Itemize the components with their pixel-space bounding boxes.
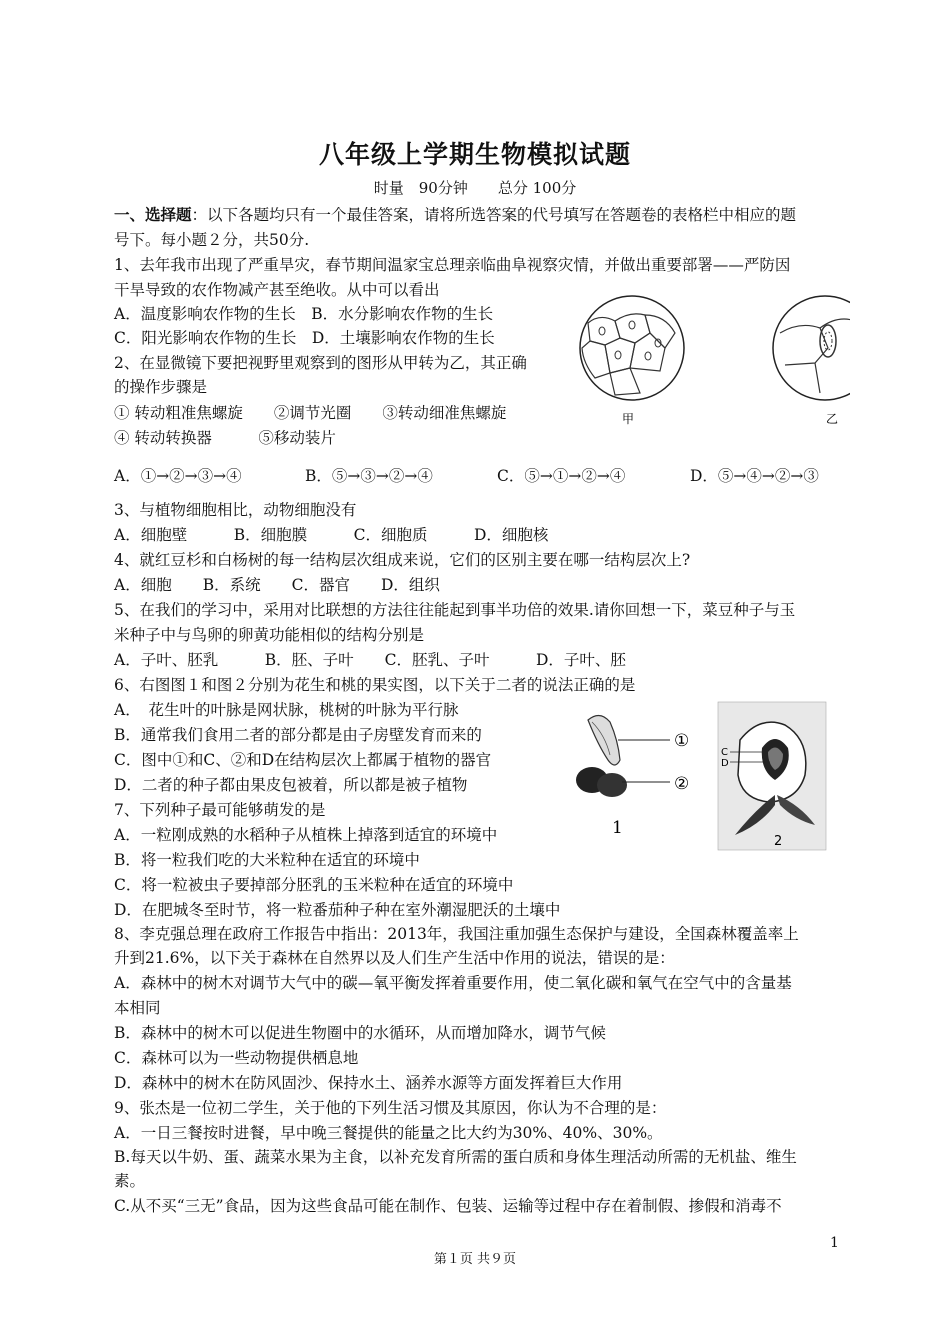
peach-mark-c: C [721,747,728,758]
q8-option-c: C．森林可以为一些动物提供栖息地 [114,1049,359,1067]
q8-stem-cont: 升到21.6%，以下关于森林在自然界以及人们生产生活中作用的说法，错误的是： [114,949,675,967]
q4-options: A．细胞 B．系统 C．器官 D．组织 [114,576,440,594]
q8-option-a-cont: 本相同 [114,999,161,1017]
fruit-figure [570,700,830,855]
q4-stem: 4、就红豆杉和白杨树的每一结构层次组成来说，它们的区别主要在哪一结构层次上? [114,551,691,569]
peanut-mark-2: ② [674,774,690,794]
q8-option-d: D．森林中的树木在防风固沙、保持水土、涵养水源等方面发挥着巨大作用 [114,1074,623,1092]
q8-option-b: B．森林中的树木可以促进生物圈中的水循环，从而增加降水，调节气候 [114,1024,606,1042]
page-footer: 第１页 共９页 [433,1252,517,1267]
q5-stem-cont: 米种子中与鸟卵的卵黄功能相似的结构分别是 [114,626,425,644]
peach-figure [718,702,826,850]
microscope-field-jia [580,296,684,400]
microscope-field-yi [773,296,850,400]
q5-options: A．子叶、胚乳 B．胚、子叶 C．胚乳、子叶 D．子叶、胚 [114,651,626,669]
q2-steps-2: ④ 转动转换器 ⑤移动装片 [114,429,336,447]
q6-stem: 6、右图图１和图２分别为花生和桃的果实图，以下关于二者的说法正确的是 [114,676,636,694]
q9-stem: 9、张杰是一位初二学生，关于他的下列生活习惯及其原因，你认为不合理的是： [114,1099,667,1117]
q2-stem: 2、在显微镜下要把视野里观察到的图形从甲转为乙，其正确 [114,354,527,372]
section-instructions-line2: 号下。每小题２分，共50分. [114,231,310,249]
q9-option-b: B.每天以牛奶、蛋、蔬菜水果为主食，以补充发育所需的蛋白质和身体生理活动所需的无机盐、维生 [114,1148,797,1166]
q9-option-a: A．一日三餐按时进餐，早中晚三餐提供的能量之比大约为30%、40%、30%。 [114,1124,663,1142]
q6-option-b: B．通常我们食用二者的部分都是由子房壁发育而来的 [114,726,482,744]
q9-option-b-cont: 素。 [114,1172,146,1190]
q1-stem-cont: 干旱导致的农作物减产甚至绝收。从中可以看出 [114,281,440,299]
figure-label-2: 2 [774,834,783,849]
q3-stem: 3、与植物细胞相比，动物细胞没有 [114,501,357,519]
section-instructions-text: ：以下各题均只有一个最佳答案，请将所选答案的代号填写在答题卷的表格栏中相应的题 [191,206,797,224]
figure-label-1: 1 [612,818,623,838]
q6-option-d: D．二者的种子都由果皮包被着，所以都是被子植物 [114,776,468,794]
figure-label-jia: 甲 [622,412,635,426]
q7-option-c: C．将一粒被虫子要掉部分胚乳的玉米粒种在适宜的环境中 [114,876,514,894]
q5-stem: 5、在我们的学习中，采用对比联想的方法往往能起到事半功倍的效果.请你回想一下，菜豆种子与玉 [114,601,796,619]
peach-mark-d: D [721,758,729,769]
section-instructions [114,205,796,225]
q6-option-c: C．图中①和C、②和D在结构层次上都属于植物的器官 [114,751,492,769]
q2-option-c: C．⑤→①→②→④ [497,467,626,485]
q7-option-a: A．一粒刚成熟的水稻种子从植株上掉落到适宜的环境中 [114,826,498,844]
figure-label-yi: 乙 [826,412,839,426]
section-heading: 一、选择题 [114,205,192,224]
page-title: 八年级上学期生物模拟试题 [318,140,631,169]
q1-options-cd: C．阳光影响农作物的生长 D．土壤影响农作物的生长 [114,329,495,347]
exam-info: 时量 90分钟 总分 100分 [373,179,577,197]
peanut-figure [576,715,670,797]
q1-options-ab: A．温度影响农作物的生长 B．水分影响农作物的生长 [114,305,494,323]
q9-option-c: C.从不买“三无”食品，因为这些食品可能在制作、包装、运输等过程中存在着制假、掺假和消毒不 [114,1197,782,1215]
q1-stem: 1、去年我市出现了严重旱灾，春节期间温家宝总理亲临曲阜视察灾情，并做出重要部署——严防因 [114,256,791,274]
q8-stem: 8、李克强总理在政府工作报告中指出：2013年，我国注重加强生态保护与建设，全国森林覆盖率上 [114,925,799,943]
q2-steps-1: ① 转动粗准焦螺旋 ②调节光圈 ③转动细准焦螺旋 [114,404,507,422]
q8-option-a: A．森林中的树木对调节大气中的碳—氧平衡发挥着重要作用，使二氧化碳和氧气在空气中的含量基 [114,974,792,992]
q2-stem-cont: 的操作步骤是 [114,378,208,396]
page-number: 1 [830,1235,839,1251]
q2-option-b: B．⑤→③→②→④ [305,467,433,485]
q6-option-a: A． 花生叶的叶脉是网状脉，桃树的叶脉为平行脉 [114,701,459,719]
q7-option-d: D．在肥城冬至时节，将一粒番茄种子种在室外潮湿肥沃的土壤中 [114,901,561,919]
microscope-view-figure [570,293,850,428]
q2-option-d: D．⑤→④→②→③ [690,467,819,485]
q2-option-a: A．①→②→③→④ [114,467,242,485]
q7-option-b: B．将一粒我们吃的大米粒种在适宜的环境中 [114,851,420,869]
peanut-mark-1: ① [674,731,690,751]
q3-options: A．细胞壁 B．细胞膜 C．细胞质 D．细胞核 [114,526,549,544]
q7-stem: 7、下列种子最可能够萌发的是 [114,801,326,819]
